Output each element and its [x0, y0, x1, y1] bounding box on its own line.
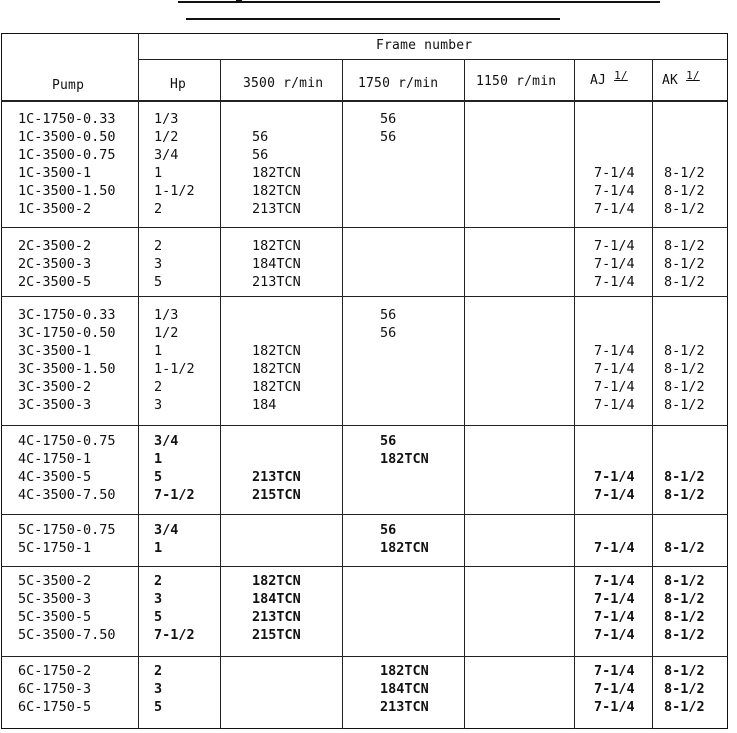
- table-cell: 2: [154, 201, 163, 217]
- table-cell: 56: [380, 325, 397, 341]
- group-4-hp-column: [154, 432, 195, 504]
- table-cell: 182TCN: [252, 165, 301, 181]
- group-rule-1: [1, 227, 728, 228]
- table-cell: 2: [154, 663, 163, 679]
- group-3-aj-column: [594, 306, 635, 414]
- table-cell: 182TCN: [252, 183, 301, 199]
- table-cell: [594, 450, 635, 468]
- table-cell: 3C-1750-0.33: [18, 307, 116, 323]
- table-cell: [594, 110, 635, 128]
- table-cell: 7-1/4: [594, 469, 635, 485]
- table-cell: 8-1/2: [664, 591, 705, 607]
- table-cell: 5C-3500-2: [18, 573, 92, 589]
- group-2-r3500-column: [252, 237, 301, 291]
- table-cell: [664, 450, 705, 468]
- table-cell: 1: [154, 165, 163, 181]
- table-cell: [380, 200, 396, 218]
- table-cell: [252, 306, 301, 324]
- table-cell: 8-1/2: [664, 627, 705, 643]
- table-cell: 3/4: [154, 147, 179, 163]
- table-cell: 3C-1750-0.50: [18, 325, 116, 341]
- table-cell: 2: [154, 573, 163, 589]
- header-3500: 3500 r/min: [243, 76, 324, 91]
- group-1-r3500-column: [252, 110, 301, 218]
- table-cell: 3: [154, 256, 163, 272]
- group-7-pump-column: [18, 662, 91, 716]
- group-rule-2: [1, 296, 728, 297]
- table-cell: 7-1/4: [594, 591, 635, 607]
- table-cell: 184TCN: [252, 256, 301, 272]
- group-7-aj-column: [594, 662, 635, 716]
- col-divider-3500: [342, 60, 343, 729]
- table-cell: 2C-3500-2: [18, 238, 92, 254]
- group-4-aj-column: [594, 432, 635, 504]
- table-cell: 7-1/4: [594, 681, 635, 697]
- table-cell: 8-1/2: [664, 663, 705, 679]
- table-cell: 3C-3500-2: [18, 379, 92, 395]
- table-cell: 56: [380, 129, 397, 145]
- table-cell: 8-1/2: [664, 256, 705, 272]
- table-cell: [380, 360, 396, 378]
- col-divider-1150: [574, 60, 575, 729]
- table-cell: [664, 521, 705, 539]
- table-cell: 7-1/4: [594, 573, 635, 589]
- group-5-r1750-column: [380, 521, 429, 557]
- header-rule-mid: [138, 59, 728, 60]
- table-cell: 56: [380, 307, 397, 323]
- table-cell: 1C-3500-1.50: [18, 183, 116, 199]
- header-aj: [590, 69, 628, 88]
- table-cell: [252, 110, 301, 128]
- table-cell: 5C-1750-0.75: [18, 522, 116, 538]
- table-cell: 8-1/2: [664, 540, 705, 556]
- table-cell: 8-1/2: [664, 361, 705, 377]
- table-cell: 2: [154, 238, 163, 254]
- table-cell: 7-1/4: [594, 487, 635, 503]
- table-cell: 8-1/2: [664, 238, 705, 254]
- table-cell: 4C-3500-5: [18, 469, 92, 485]
- table-cell: 1: [154, 343, 163, 359]
- table-cell: 1C-1750-0.33: [18, 111, 116, 127]
- group-rule-6: [1, 656, 728, 657]
- table-cell: [664, 110, 705, 128]
- table-cell: 3: [154, 681, 163, 697]
- group-rule-3: [1, 425, 728, 426]
- group-1-pump-column: [18, 110, 116, 218]
- table-cell: [380, 146, 396, 164]
- table-cell: 215TCN: [252, 627, 301, 643]
- table-cell: 6C-1750-3: [18, 681, 92, 697]
- table-cell: [252, 432, 301, 450]
- table-cell: [380, 164, 396, 182]
- table-cell: [594, 324, 635, 342]
- table-cell: [380, 396, 396, 414]
- group-4-r3500-column: [252, 432, 301, 504]
- table-cell: [594, 306, 635, 324]
- title-rule-top: [178, 1, 660, 3]
- table-cell: 2C-3500-3: [18, 256, 92, 272]
- table-cell: 213TCN: [380, 699, 429, 715]
- table-cell: 8-1/2: [664, 573, 705, 589]
- table-cell: [664, 128, 705, 146]
- group-rule-4: [1, 514, 728, 515]
- table-cell: 213TCN: [252, 609, 301, 625]
- table-cell: 1/2: [154, 129, 179, 145]
- title-rule-bottom: [186, 18, 560, 20]
- table-cell: [594, 432, 635, 450]
- table-cell: 3: [154, 591, 163, 607]
- group-2-pump-column: [18, 237, 91, 291]
- table-cell: 6C-1750-5: [18, 699, 92, 715]
- group-7-hp-column: [154, 662, 162, 716]
- table-cell: 215TCN: [252, 487, 301, 503]
- group-6-pump-column: [18, 572, 116, 644]
- group-6-ak-column: [664, 572, 705, 644]
- table-cell: 56: [380, 111, 397, 127]
- group-7-r1750-column: [380, 662, 429, 716]
- table-cell: 184TCN: [252, 591, 301, 607]
- table-cell: 1C-3500-2: [18, 201, 92, 217]
- table-cell: 1: [154, 540, 163, 556]
- header-rule-bottom: [1, 100, 728, 102]
- table-cell: [380, 486, 429, 504]
- table-cell: 184TCN: [380, 681, 429, 697]
- table-cell: 3/4: [154, 522, 179, 538]
- table-cell: 8-1/2: [664, 469, 705, 485]
- header-aj-footnote: 1/: [614, 69, 628, 82]
- table-cell: [594, 521, 635, 539]
- header-ak: [662, 69, 700, 88]
- table-cell: 7-1/4: [594, 379, 635, 395]
- table-cell: 5C-1750-1: [18, 540, 92, 556]
- table-cell: 56: [380, 433, 397, 449]
- table-cell: [380, 378, 396, 396]
- table-cell: 8-1/2: [664, 397, 705, 413]
- table-cell: 182TCN: [252, 573, 301, 589]
- table-cell: 7-1/2: [154, 487, 195, 503]
- group-3-hp-column: [154, 306, 195, 414]
- group-2-aj-column: [594, 237, 635, 291]
- table-cell: [252, 324, 301, 342]
- table-cell: [664, 306, 705, 324]
- table-cell: 1/3: [154, 307, 179, 323]
- table-cell: 4C-3500-7.50: [18, 487, 116, 503]
- table-cell: 1C-3500-0.50: [18, 129, 116, 145]
- group-4-pump-column: [18, 432, 116, 504]
- table-cell: 7-1/4: [594, 699, 635, 715]
- group-5-ak-column: [664, 521, 705, 557]
- group-1-r1750-column: [380, 110, 396, 218]
- table-cell: 3C-3500-1.50: [18, 361, 116, 377]
- table-cell: [664, 324, 705, 342]
- table-cell: 213TCN: [252, 469, 301, 485]
- table-cell: [594, 128, 635, 146]
- table-cell: 182TCN: [380, 451, 429, 467]
- table-cell: 5C-3500-3: [18, 591, 92, 607]
- table-cell: 7-1/4: [594, 343, 635, 359]
- table-cell: 182TCN: [380, 540, 429, 556]
- table-cell: 7-1/4: [594, 397, 635, 413]
- table-cell: 7-1/4: [594, 165, 635, 181]
- table-cell: 8-1/2: [664, 274, 705, 290]
- table-cell: 3C-3500-3: [18, 397, 92, 413]
- table-cell: 182TCN: [252, 379, 301, 395]
- table-cell: [380, 342, 396, 360]
- table-cell: 8-1/2: [664, 699, 705, 715]
- table-cell: 5C-3500-5: [18, 609, 92, 625]
- header-pump: Pump: [52, 78, 85, 93]
- group-3-ak-column: [664, 306, 705, 414]
- group-4-r1750-column: [380, 432, 429, 504]
- table-cell: 7-1/4: [594, 256, 635, 272]
- group-1-ak-column: [664, 110, 705, 218]
- col-divider-1750: [464, 60, 465, 729]
- table-cell: 2: [154, 379, 163, 395]
- group-rule-5: [1, 566, 728, 567]
- table-cell: 1C-3500-1: [18, 165, 92, 181]
- table-cell: 8-1/2: [664, 183, 705, 199]
- header-1150: 1150 r/min: [476, 74, 557, 89]
- group-6-r3500-column: [252, 572, 301, 644]
- table-cell: 4C-1750-1: [18, 451, 92, 467]
- table-cell: 7-1/2: [154, 627, 195, 643]
- table-cell: 7-1/4: [594, 238, 635, 254]
- col-divider-hp: [220, 60, 221, 729]
- header-1750: 1750 r/min: [358, 76, 439, 91]
- table-cell: 4C-1750-0.75: [18, 433, 116, 449]
- table-cell: [664, 432, 705, 450]
- table-cell: [664, 146, 705, 164]
- table-cell: 182TCN: [380, 663, 429, 679]
- header-ak-label: AK: [662, 73, 679, 88]
- table-cell: 8-1/2: [664, 487, 705, 503]
- table-cell: 1C-3500-0.75: [18, 147, 116, 163]
- table-cell: 1-1/2: [154, 361, 195, 377]
- group-6-hp-column: [154, 572, 195, 644]
- table-cell: 7-1/4: [594, 609, 635, 625]
- table-cell: 3: [154, 397, 163, 413]
- group-5-pump-column: [18, 521, 116, 557]
- group-1-aj-column: [594, 110, 635, 218]
- table-cell: 182TCN: [252, 238, 301, 254]
- group-7-ak-column: [664, 662, 705, 716]
- table-cell: [252, 450, 301, 468]
- table-cell: 8-1/2: [664, 165, 705, 181]
- header-hp: Hp: [170, 77, 187, 92]
- table-cell: 7-1/4: [594, 627, 635, 643]
- table-cell: 56: [380, 522, 397, 538]
- table-cell: [380, 182, 396, 200]
- header-ak-footnote: 1/: [686, 69, 700, 82]
- table-cell: 8-1/2: [664, 343, 705, 359]
- table-cell: [594, 146, 635, 164]
- group-5-hp-column: [154, 521, 178, 557]
- table-cell: 8-1/2: [664, 201, 705, 217]
- table-cell: 5C-3500-7.50: [18, 627, 116, 643]
- table-cell: 7-1/4: [594, 663, 635, 679]
- header-frame-number: Frame number: [376, 38, 473, 53]
- table-cell: 8-1/2: [664, 379, 705, 395]
- title-rule-tick: [236, 0, 242, 3]
- table-cell: 1-1/2: [154, 183, 195, 199]
- group-5-aj-column: [594, 521, 635, 557]
- group-3-pump-column: [18, 306, 116, 414]
- table-cell: 184: [252, 397, 277, 413]
- group-6-aj-column: [594, 572, 635, 644]
- table-cell: 8-1/2: [664, 681, 705, 697]
- table-cell: 8-1/2: [664, 609, 705, 625]
- table-cell: 1: [154, 451, 163, 467]
- table-cell: 56: [252, 147, 269, 163]
- table-cell: 182TCN: [252, 361, 301, 377]
- header-aj-label: AJ: [590, 73, 607, 88]
- table-cell: 56: [252, 129, 269, 145]
- table-cell: 3/4: [154, 433, 179, 449]
- table-cell: 7-1/4: [594, 274, 635, 290]
- table-cell: 1/3: [154, 111, 179, 127]
- table-cell: 7-1/4: [594, 201, 635, 217]
- table-cell: [380, 468, 429, 486]
- table-cell: 213TCN: [252, 201, 301, 217]
- group-3-r1750-column: [380, 306, 396, 414]
- table-cell: 5: [154, 699, 163, 715]
- table-cell: 182TCN: [252, 343, 301, 359]
- table-cell: 3C-3500-1: [18, 343, 92, 359]
- group-2-ak-column: [664, 237, 705, 291]
- table-cell: 7-1/4: [594, 361, 635, 377]
- table-cell: 6C-1750-2: [18, 663, 92, 679]
- table-cell: 213TCN: [252, 274, 301, 290]
- table-cell: 5: [154, 609, 163, 625]
- group-4-ak-column: [664, 432, 705, 504]
- group-1-hp-column: [154, 110, 195, 218]
- table-cell: 7-1/4: [594, 183, 635, 199]
- table-cell: 2C-3500-5: [18, 274, 92, 290]
- col-divider-pump: [138, 33, 139, 729]
- group-3-r3500-column: [252, 306, 301, 414]
- col-divider-aj: [652, 60, 653, 729]
- table-cell: 5: [154, 469, 163, 485]
- table-cell: 7-1/4: [594, 540, 635, 556]
- table-cell: 5: [154, 274, 163, 290]
- table-cell: 1/2: [154, 325, 179, 341]
- group-2-hp-column: [154, 237, 162, 291]
